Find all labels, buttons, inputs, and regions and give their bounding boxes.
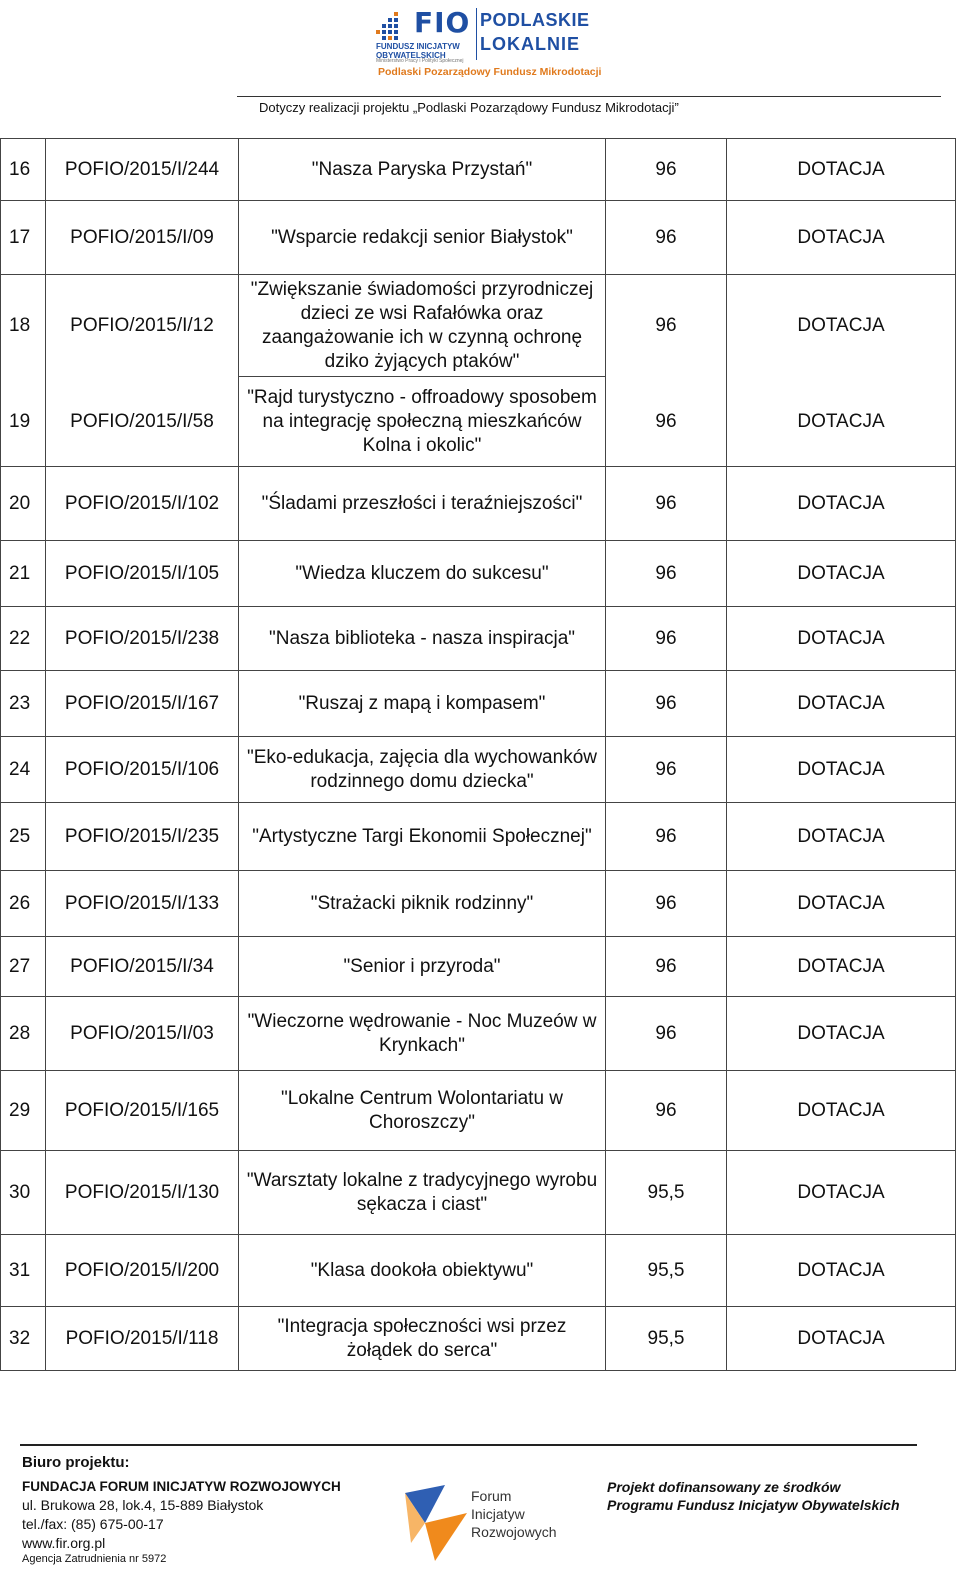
cofinance-line2: Programu Fundusz Inicjatyw Obywatelskich [607, 1497, 900, 1513]
project-title-cell: "Wiedza kluczem do sukcesu" [239, 541, 606, 607]
row-number-cell: 19 [1, 377, 46, 467]
row-number-cell: 29 [1, 1071, 46, 1151]
score-cell: 95,5 [606, 1235, 727, 1307]
organization-name: FUNDACJA FORUM INICJATYW ROZWOJOWYCH [22, 1479, 341, 1494]
status-cell: DOTACJA [727, 937, 956, 997]
application-code-cell: POFIO/2015/I/238 [46, 607, 239, 671]
status-cell: DOTACJA [727, 671, 956, 737]
project-title-cell: "Śladami przeszłości i teraźniejszości" [239, 467, 606, 541]
row-number-cell: 24 [1, 737, 46, 803]
row-number-cell: 20 [1, 467, 46, 541]
score-cell: 96 [606, 541, 727, 607]
ministry-caption: Ministerstwo Pracy i Polityki Społecznej [376, 58, 464, 64]
table-row [1, 1235, 956, 1307]
table-row [1, 1071, 956, 1151]
score-cell: 95,5 [606, 1151, 727, 1235]
project-title-cell: "Rajd turystyczno - offroadowy sposobem na integrację społeczną mieszkańców Kolna i okolic" [239, 377, 606, 467]
table-row [1, 201, 956, 275]
office-website: www.fir.org.pl [22, 1535, 106, 1551]
application-code-cell: POFIO/2015/I/130 [46, 1151, 239, 1235]
table-row [1, 607, 956, 671]
application-code-cell: POFIO/2015/I/133 [46, 871, 239, 937]
row-number-cell: 16 [1, 139, 46, 201]
fir-logo-line1: Forum [471, 1488, 512, 1504]
project-title-cell: "Klasa dookoła obiektywu" [239, 1235, 606, 1307]
project-title-cell: "Wsparcie redakcji senior Białystok" [239, 201, 606, 275]
row-number-cell: 28 [1, 997, 46, 1071]
row-number-cell: 22 [1, 607, 46, 671]
status-cell: DOTACJA [727, 997, 956, 1071]
score-cell: 96 [606, 201, 727, 275]
row-number-cell: 26 [1, 871, 46, 937]
row-number-cell: 31 [1, 1235, 46, 1307]
agency-number: Agencja Zatrudnienia nr 5972 [22, 1553, 167, 1565]
status-cell: DOTACJA [727, 139, 956, 201]
office-label: Biuro projektu: [22, 1454, 130, 1471]
score-cell: 96 [606, 275, 727, 377]
table-row [1, 803, 956, 871]
project-title-cell: "Senior i przyroda" [239, 937, 606, 997]
application-code-cell: POFIO/2015/I/102 [46, 467, 239, 541]
project-title-cell: "Artystyczne Targi Ekonomii Społecznej" [239, 803, 606, 871]
fir-logo-text [471, 1487, 557, 1541]
status-cell: DOTACJA [727, 1307, 956, 1371]
score-cell: 96 [606, 1071, 727, 1151]
table-row [1, 937, 956, 997]
score-cell: 96 [606, 377, 727, 467]
status-cell: DOTACJA [727, 275, 956, 377]
fir-logo-mark-icon [405, 1483, 467, 1561]
application-code-cell: POFIO/2015/I/118 [46, 1307, 239, 1371]
row-number-cell: 18 [1, 275, 46, 377]
project-title-cell: "Zwiększanie świadomości przyrodniczej dzieci ze wsi Rafałówka oraz zaangażowanie ich w czynną ochronę dziko żyjących ptaków" [239, 275, 606, 377]
cofinance-line1: Projekt dofinansowany ze środków [607, 1479, 841, 1495]
project-title-cell: "Nasza biblioteka - nasza inspiracja" [239, 607, 606, 671]
status-cell: DOTACJA [727, 1235, 956, 1307]
score-cell: 96 [606, 607, 727, 671]
table-row [1, 1151, 956, 1235]
score-cell: 96 [606, 467, 727, 541]
application-code-cell: POFIO/2015/I/12 [46, 275, 239, 377]
table-row [1, 541, 956, 607]
header-divider [237, 96, 941, 97]
fir-logo-line3: Rozwojowych [471, 1524, 557, 1540]
status-cell: DOTACJA [727, 871, 956, 937]
table-row [1, 139, 956, 201]
application-code-cell: POFIO/2015/I/03 [46, 997, 239, 1071]
application-code-cell: POFIO/2015/I/34 [46, 937, 239, 997]
project-title-cell: "Lokalne Centrum Wolontariatu w Choroszczy" [239, 1071, 606, 1151]
status-cell: DOTACJA [727, 1071, 956, 1151]
status-cell: DOTACJA [727, 201, 956, 275]
project-title-cell: "Warsztaty lokalne z tradycyjnego wyrobu sękacza i ciast" [239, 1151, 606, 1235]
application-code-cell: POFIO/2015/I/09 [46, 201, 239, 275]
project-title-cell: "Integracja społeczności wsi przez żołądek do serca" [239, 1307, 606, 1371]
lokalnie-wordmark: LOKALNIE [480, 34, 580, 54]
office-phone: tel./fax: (85) 675-00-17 [22, 1516, 164, 1532]
application-code-cell: POFIO/2015/I/200 [46, 1235, 239, 1307]
status-cell: DOTACJA [727, 377, 956, 467]
row-number-cell: 32 [1, 1307, 46, 1371]
row-number-cell: 30 [1, 1151, 46, 1235]
office-address: ul. Brukowa 28, lok.4, 15-889 Białystok [22, 1497, 264, 1513]
table-row [1, 275, 956, 377]
logo-divider [476, 8, 477, 60]
project-note: Dotyczy realizacji projektu „Podlaski Pozarządowy Fundusz Mikrodotacji” [259, 100, 679, 115]
table-row [1, 671, 956, 737]
application-code-cell: POFIO/2015/I/58 [46, 377, 239, 467]
table-row [1, 997, 956, 1071]
score-cell: 96 [606, 937, 727, 997]
row-number-cell: 21 [1, 541, 46, 607]
status-cell: DOTACJA [727, 737, 956, 803]
fio-logo [376, 6, 602, 82]
project-title-cell: "Nasza Paryska Przystań" [239, 139, 606, 201]
table-row [1, 737, 956, 803]
status-cell: DOTACJA [727, 607, 956, 671]
application-code-cell: POFIO/2015/I/106 [46, 737, 239, 803]
application-code-cell: POFIO/2015/I/165 [46, 1071, 239, 1151]
status-cell: DOTACJA [727, 541, 956, 607]
status-cell: DOTACJA [727, 803, 956, 871]
row-number-cell: 17 [1, 201, 46, 275]
application-code-cell: POFIO/2015/I/235 [46, 803, 239, 871]
fio-subtitle-line1: FUNDUSZ INICJATYW [376, 42, 460, 51]
application-code-cell: POFIO/2015/I/167 [46, 671, 239, 737]
cofinance-note [607, 1478, 900, 1514]
score-cell: 96 [606, 671, 727, 737]
table-row [1, 1307, 956, 1371]
score-cell: 95,5 [606, 1307, 727, 1371]
application-code-cell: POFIO/2015/I/105 [46, 541, 239, 607]
page-header [0, 0, 960, 125]
table-row [1, 377, 956, 467]
row-number-cell: 25 [1, 803, 46, 871]
status-cell: DOTACJA [727, 467, 956, 541]
row-number-cell: 23 [1, 671, 46, 737]
podlaskie-wordmark: PODLASKIE [480, 10, 590, 30]
table-row [1, 467, 956, 541]
status-cell: DOTACJA [727, 1151, 956, 1235]
fio-wordmark: FIO [414, 6, 471, 39]
project-title-cell: "Strażacki piknik rodzinny" [239, 871, 606, 937]
project-title-cell: "Wieczorne wędrowanie - Noc Muzeów w Krynkach" [239, 997, 606, 1071]
score-cell: 96 [606, 737, 727, 803]
table-body [1, 139, 956, 1371]
fio-subtitle-line2: OBYWATELSKICH [376, 51, 446, 60]
score-cell: 96 [606, 871, 727, 937]
fund-name-caption: Podlaski Pozarządowy Fundusz Mikrodotacji [378, 66, 602, 78]
fir-logo-line2: Inicjatyw [471, 1506, 525, 1522]
fir-logo [405, 1483, 555, 1563]
footer-divider [20, 1444, 917, 1446]
table-row [1, 871, 956, 937]
score-cell: 96 [606, 139, 727, 201]
score-cell: 96 [606, 803, 727, 871]
row-number-cell: 27 [1, 937, 46, 997]
application-code-cell: POFIO/2015/I/244 [46, 139, 239, 201]
fio-dots-logo-icon [376, 12, 402, 46]
project-title-cell: "Eko-edukacja, zajęcia dla wychowanków rodzinnego domu dziecka" [239, 737, 606, 803]
score-cell: 96 [606, 997, 727, 1071]
project-title-cell: "Ruszaj z mapą i kompasem" [239, 671, 606, 737]
grant-results-table [0, 138, 956, 1371]
